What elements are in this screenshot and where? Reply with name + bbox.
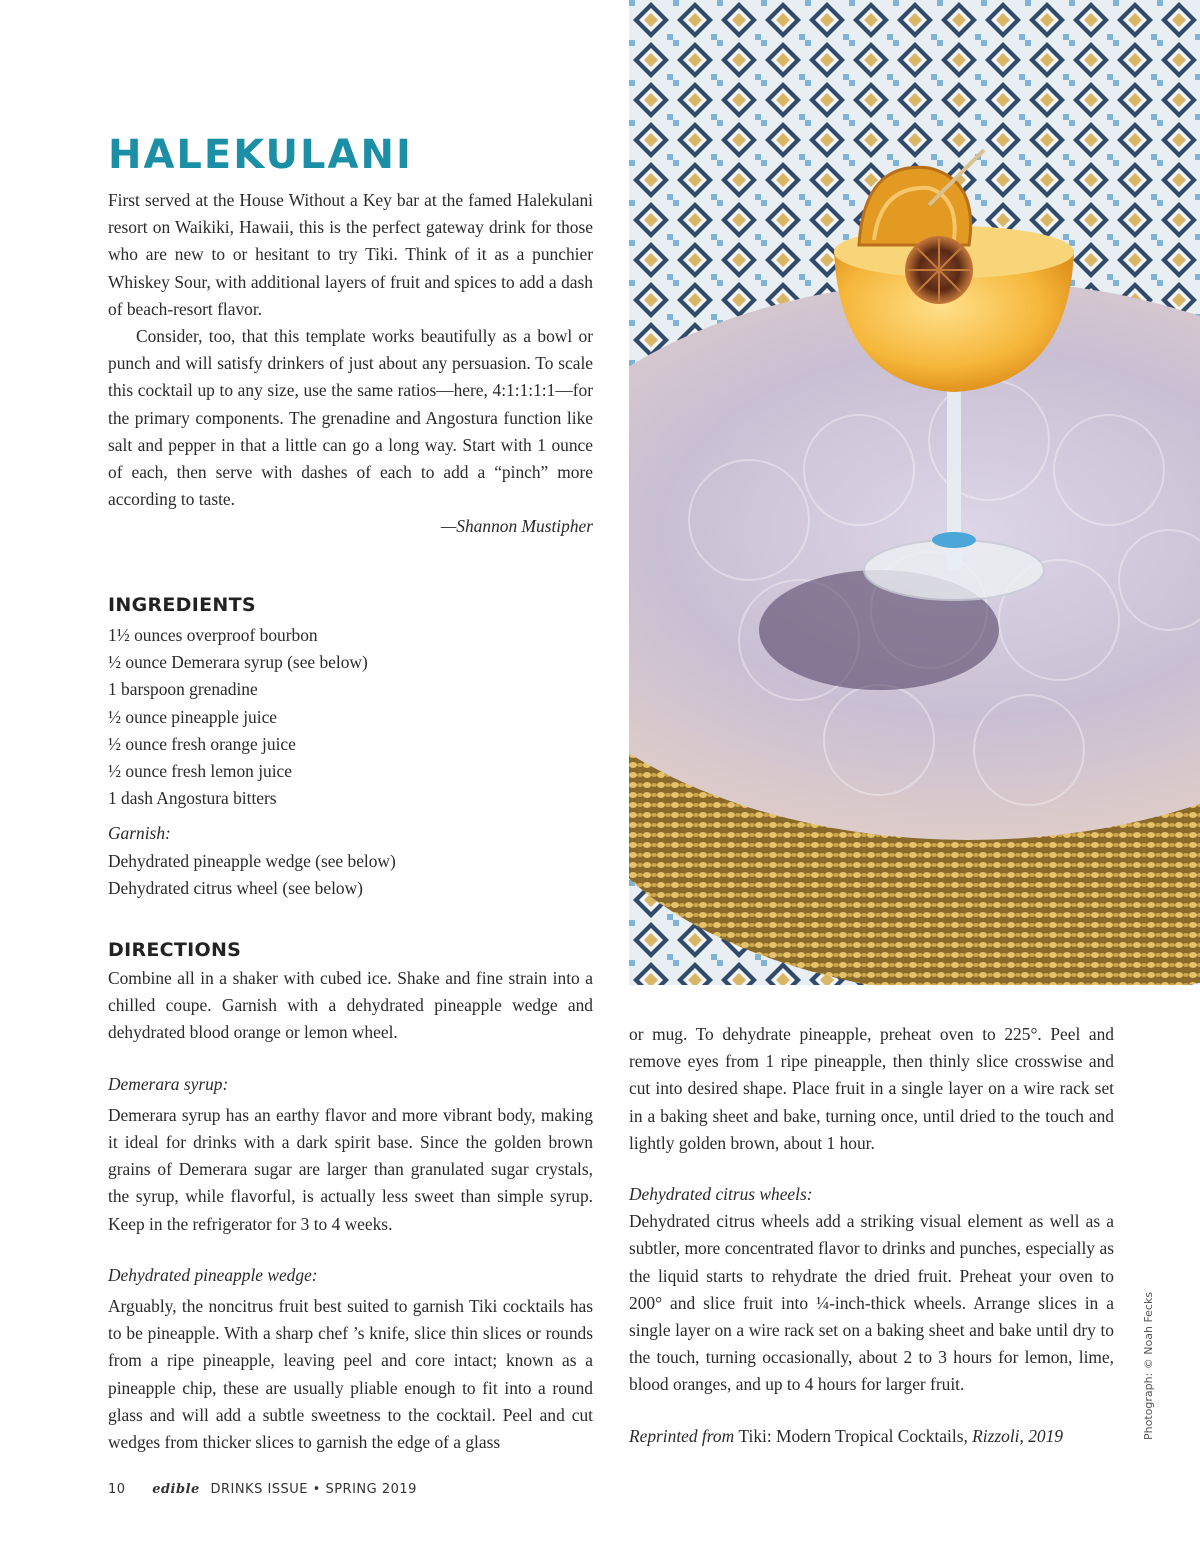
intro-section bbox=[108, 187, 593, 541]
ingredient-item: ½ ounce fresh orange juice bbox=[108, 733, 296, 754]
recipe-title: HALEKULANI bbox=[108, 132, 413, 178]
issue-label: DRINKS ISSUE • SPRING 2019 bbox=[210, 1482, 417, 1497]
directions-heading: DIRECTIONS bbox=[108, 939, 242, 961]
demerara-text: Demerara syrup has an earthy flavor and more vibrant body, making it ideal for drinks with a dark spirit base. Since the golden brown grains of Demerara sugar are larger than granulated sugar crystals, the syrup, while flavorful, is actually less sweet than simple syrup. Keep in the refrigerator for 3 to 4 weeks. bbox=[108, 1104, 593, 1234]
reprint-suffix: , Rizzoli, 2019 bbox=[963, 1425, 1063, 1446]
garnish-item: Dehydrated citrus wheel (see below) bbox=[108, 877, 363, 898]
reprint-prefix: Reprinted from bbox=[629, 1425, 739, 1446]
ingredients-section bbox=[108, 594, 593, 902]
ingredients-list bbox=[108, 622, 593, 812]
page-number: 10 bbox=[108, 1482, 126, 1497]
ingredient-item: 1 barspoon grenadine bbox=[108, 679, 258, 700]
demerara-heading: Demerara syrup: bbox=[108, 1073, 229, 1094]
pineapple-block bbox=[108, 1262, 593, 1456]
ingredient-item: 1 dash Angostura bitters bbox=[108, 788, 277, 809]
ingredient-item: 1½ ounces overproof bourbon bbox=[108, 625, 318, 645]
garnish-item: Dehydrated pineapple wedge (see below) bbox=[108, 850, 396, 871]
citrus-text: Dehydrated citrus wheels add a striking visual element as well as a subtler, more concentrated flavor to drinks and punches, especially as the liquid starts to rehydrate the dried fruit. Preheat your oven to 200° and slice fruit into ¼-inch-thick wheels. Arrange slices in a single layer on a wire rack set on a baking sheet and bake until dry to the touch, turning occasionally, about 2 to 3 hours for lemon, lime, blood oranges, and up to 4 hours for larger fruit. bbox=[629, 1211, 1114, 1395]
directions-section bbox=[108, 939, 593, 1456]
intro-paragraph-2: Consider, too, that this template works beautifully as a bowl or punch and will satisfy drinkers of just about any persuasion. To scale this cocktail up to any size, use the same ratios—here, 4:1:1:1:1—for the primary components. The grenadine and Angostura function like salt and pepper in that a little can go a long way. Start with 1 ounce of each, then serve with dashes of each to add a “pinch” more according to taste. bbox=[108, 326, 593, 510]
ingredient-item: ½ ounce fresh lemon juice bbox=[108, 761, 292, 782]
magazine-brand: edible bbox=[152, 1482, 200, 1497]
intro-paragraph-1: First served at the House Without a Key bar at the famed Halekulani resort on Waikiki, Hawaii, this is the perfect gateway drink for those who are new to or hesitant to try Tiki. Think of it as a punchier Whiskey Sour, with additional layers of fruit and spices to add a dash of beach-resort flavor. bbox=[108, 190, 593, 319]
reprint-book-title: Tiki: Modern Tropical Cocktails bbox=[738, 1425, 964, 1446]
ingredient-item: ½ ounce Demerara syrup (see below) bbox=[108, 652, 368, 673]
citrus-heading: Dehydrated citrus wheels: bbox=[629, 1184, 813, 1205]
pineapple-text: Arguably, the noncitrus fruit best suited to garnish Tiki cocktails has to be pineapple. With a sharp chef ’s knife, slice thin slices or rounds from a ripe pineapple, leaving peel and core intact; known as a pineapple chip, these are usually pliable enough to fit into a round glass and will add a subtle sweetness to the cocktail. Peel and cut wedges from thicker slices to garnish the edge of a glass bbox=[108, 1296, 593, 1453]
garnish-list bbox=[108, 848, 593, 902]
ingredients-heading: INGREDIENTS bbox=[108, 594, 256, 616]
pineapple-heading: Dehydrated pineapple wedge: bbox=[108, 1264, 318, 1285]
reprint-credit bbox=[629, 1423, 1114, 1450]
garnish-label: Garnish: bbox=[108, 823, 171, 844]
photo-credit: Photograph: © Noah Fecks bbox=[1142, 1291, 1155, 1440]
citrus-block bbox=[629, 1181, 1114, 1399]
page-footer bbox=[108, 1482, 417, 1497]
author-attribution: —Shannon Mustipher bbox=[440, 516, 593, 537]
ingredient-item: ½ ounce pineapple juice bbox=[108, 706, 278, 727]
right-column-text bbox=[629, 1021, 1114, 1467]
directions-text: Combine all in a shaker with cubed ice. Shake and fine strain into a chilled coupe. Garnish with a dehydrated pineapple wedge and dehydrated blood orange or lemon wheel. bbox=[108, 968, 593, 1043]
cocktail-photo bbox=[629, 0, 1200, 985]
demerara-block bbox=[108, 1071, 593, 1238]
pineapple-text-continued: or mug. To dehydrate pineapple, preheat oven to 225°. Peel and remove eyes from 1 ripe pineapple, then thinly slice crosswise and cut into desired shape. Place fruit in a single layer on a wire rack set in a baking sheet and bake, turning once, until dried to the touch and lightly golden brown, about 1 hour. bbox=[629, 1024, 1114, 1153]
